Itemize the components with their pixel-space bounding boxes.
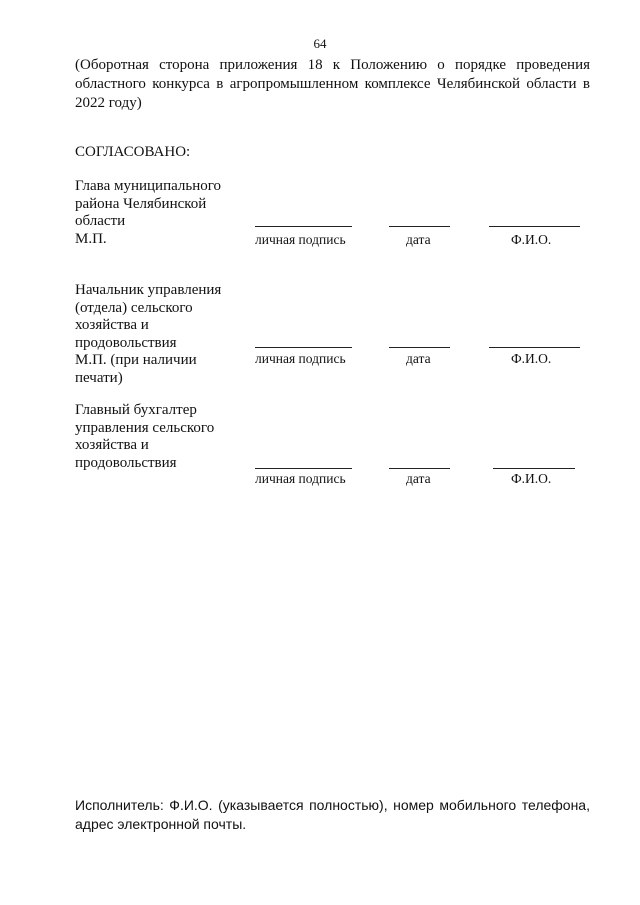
date-line[interactable] — [389, 347, 450, 348]
role-line: управления сельского — [75, 419, 215, 436]
role-line: области — [75, 213, 126, 229]
role-line: печати) — [75, 369, 123, 386]
signature-caption: личная подпись — [255, 232, 346, 247]
signatory-role — [75, 178, 235, 248]
role-line: (отдела) сельского — [75, 299, 193, 316]
signatory-role — [75, 282, 235, 387]
appendix-reference-note: (Оборотная сторона приложения 18 к Положению о порядке проведения областного конкурса в агропромышленном комплексе Челябинской области в 2022 году) — [75, 57, 590, 111]
role-line: продовольствия — [75, 334, 177, 351]
executor-note: Исполнитель: Ф.И.О. (указывается полностью), номер мобильного телефона, адрес электронной почты. — [75, 797, 590, 832]
signature-block-chief-accountant — [75, 402, 595, 492]
date-line[interactable] — [389, 468, 450, 469]
full-name-caption: Ф.И.О. — [511, 471, 552, 486]
signature-caption: личная подпись — [255, 351, 346, 366]
role-line: хозяйства и — [75, 437, 149, 453]
date-line[interactable] — [389, 226, 450, 227]
signature-block-head-of-district — [75, 178, 595, 250]
role-line: Начальник управления — [75, 282, 222, 298]
role-line: М.П. (при наличии — [75, 352, 197, 368]
agreed-heading: СОГЛАСОВАНО: — [75, 144, 191, 160]
role-line: М.П. — [75, 230, 107, 247]
role-line: Главный бухгалтер — [75, 402, 197, 418]
full-name-line[interactable] — [493, 468, 575, 469]
signatory-role — [75, 402, 235, 472]
role-line: хозяйства и — [75, 317, 149, 333]
role-line: района Челябинской — [75, 195, 207, 212]
date-caption: дата — [406, 471, 431, 486]
page-number: 64 — [313, 36, 327, 51]
date-caption: дата — [406, 351, 431, 366]
signature-line[interactable] — [255, 468, 352, 469]
role-line: продовольствия — [75, 454, 177, 471]
full-name-line[interactable] — [489, 347, 580, 348]
full-name-caption: Ф.И.О. — [511, 232, 552, 247]
full-name-line[interactable] — [489, 226, 580, 227]
signature-line[interactable] — [255, 347, 352, 348]
signature-caption: личная подпись — [255, 471, 346, 486]
date-caption: дата — [406, 232, 431, 247]
role-line: Глава муниципального — [75, 178, 222, 194]
signature-block-head-of-agriculture-department — [75, 282, 595, 387]
signature-line[interactable] — [255, 226, 352, 227]
full-name-caption: Ф.И.О. — [511, 351, 552, 366]
